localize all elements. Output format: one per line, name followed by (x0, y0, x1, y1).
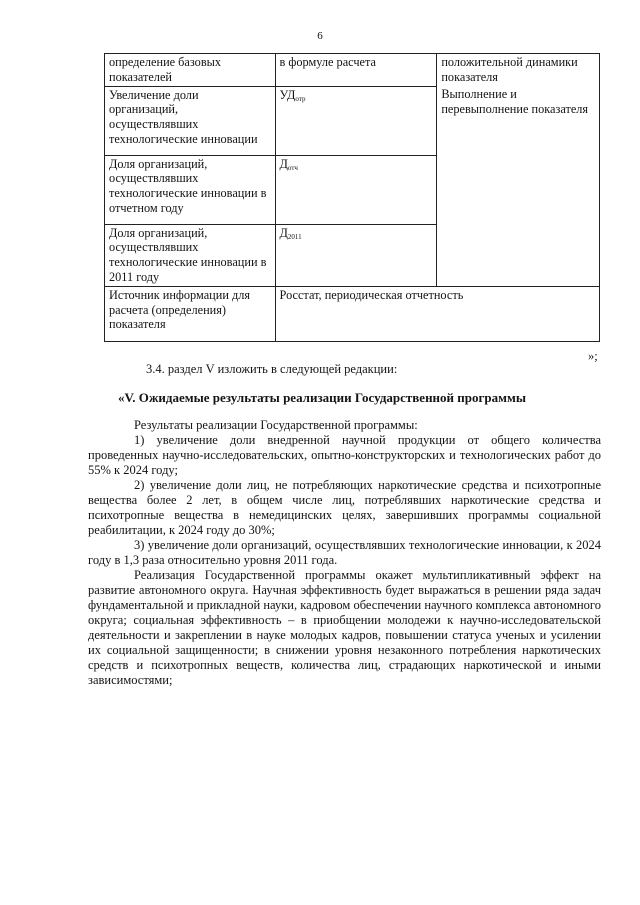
table-cell: Росстат, периодическая отчетность (275, 286, 599, 341)
formula-variable (275, 224, 437, 286)
paragraph: 2) увеличение доли лиц, не потребляющих наркотические средства и психотропные вещества более 2 лет, в общем числе лиц, потреблявших наркотические средства и психотропные вещества в немедицинских целях, завершивших программы социальной реабилитации, к 2024 году до 30%; (88, 478, 601, 537)
table-cell: определение базовых показателей (105, 54, 276, 87)
variable-subscript: отч (287, 163, 298, 172)
section-title: «V. Ожидаемые результаты реализации Государственной программы (118, 390, 527, 405)
paragraph: Результаты реализации Государственной программы: (134, 418, 418, 432)
paragraph: 1) увеличение доли внедренной научной продукции от общего количества проведенных научно-исследовательских, опытно-конструкторских и технологических работ до 55% к 2024 году; (88, 433, 601, 477)
variable-subscript: отр (295, 94, 306, 103)
table-cell: Доля организаций, осуществлявших технологические инновации в отчетном году (105, 155, 276, 224)
paragraph: Реализация Государственной программы окажет мультипликативный эффект на развитие автономного округа. Научная эффективность будет выражаться в решении ряда задач фундаментальной и прикладной науки, кадровом обеспечении научного комплекса автономного округа; социальная эффективность – в приобщении молодежи к научно-исследовательской деятельности и закреплении в науке молодых кадров, повышении статуса ученых и усилении их социальной защищенности; в снижении уровня незаконного потребления наркотических средств и психотропных веществ, количества лиц, страдающих наркотической и иными зависимостями; (88, 568, 601, 687)
section-body (88, 418, 601, 688)
section-intro: 3.4. раздел V изложить в следующей редакции: (146, 362, 398, 376)
table-cell: Доля организаций, осуществлявших технологические инновации в 2011 году (105, 224, 276, 286)
table-cell: Источник информации для расчета (определения) показателя (105, 286, 276, 341)
table-cell: Увеличение доли организаций, осуществлявших технологические инновации (105, 86, 276, 155)
table-row (105, 54, 600, 87)
indicator-table (104, 53, 600, 342)
formula-variable (275, 86, 437, 155)
table-cell: Выполнение и перевыполнение показателя (437, 86, 600, 286)
table-row (105, 86, 600, 155)
variable-symbol: Д (279, 156, 288, 171)
table-cell: положительной динамики показателя (437, 54, 600, 87)
table-row (105, 286, 600, 341)
page-number: 6 (317, 30, 323, 42)
formula-variable (275, 155, 437, 224)
variable-symbol: Д (279, 225, 288, 240)
variable-subscript: 2011 (287, 232, 302, 241)
variable-symbol: УД (279, 87, 296, 102)
table-cell: в формуле расчета (275, 54, 437, 87)
quote-end: »; (588, 349, 598, 363)
paragraph: 3) увеличение доли организаций, осуществлявших технологические инновации, к 2024 году в 1,3 раза относительно уровня 2011 года. (88, 538, 601, 567)
